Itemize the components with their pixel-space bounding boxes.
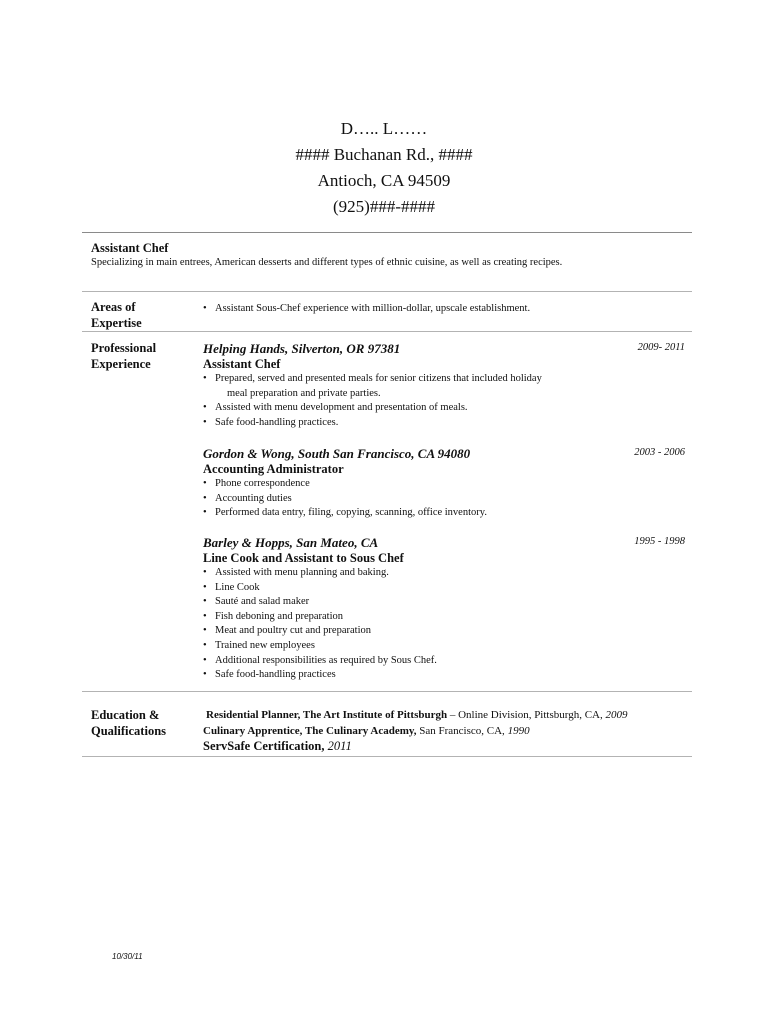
education-entry-name: ServSafe Certification, bbox=[203, 739, 325, 753]
job-dates: 2009- 2011 bbox=[637, 342, 685, 353]
job-dates: 1995 - 1998 bbox=[634, 536, 685, 547]
education-entry-year: 2011 bbox=[327, 739, 352, 753]
job-duties bbox=[203, 477, 687, 521]
job-title: Assistant Chef bbox=[203, 357, 281, 371]
phone-number: (925)###-#### bbox=[333, 197, 435, 216]
job-dates: 2003 - 2006 bbox=[634, 447, 685, 458]
education-entry-detail: – Online Division, Pittsburgh, CA, bbox=[447, 709, 606, 721]
job-duties bbox=[203, 566, 687, 683]
education-entry bbox=[203, 724, 693, 740]
job-duty: • Assisted with menu planning and baking. bbox=[203, 566, 687, 581]
job-duty bbox=[203, 372, 687, 401]
divider-experience bbox=[82, 691, 692, 692]
objective-section bbox=[91, 241, 691, 270]
education-entry-detail: San Francisco, CA, bbox=[416, 724, 508, 737]
job-duty: • Meat and poultry cut and preparation bbox=[203, 624, 687, 639]
education-label-line-1: Education & bbox=[91, 708, 160, 722]
experience-label-line-1: Professional bbox=[91, 341, 157, 355]
job-entry-3 bbox=[203, 535, 687, 683]
expertise-label-line-2: Expertise bbox=[91, 316, 142, 330]
job-entry-2 bbox=[203, 446, 687, 521]
objective-title: Assistant Chef bbox=[91, 241, 169, 255]
job-company: Helping Hands, Silverton, OR 97381 bbox=[203, 341, 401, 356]
job-company: Barley & Hopps, San Mateo, CA bbox=[203, 535, 379, 550]
expertise-item: • Assistant Sous-Chef experience with million-dollar, upscale establishment. bbox=[203, 302, 683, 317]
job-duty-continuation: meal preparation and private parties. bbox=[227, 387, 381, 399]
experience-label-line-2: Experience bbox=[91, 357, 151, 371]
job-duty: • Phone correspondence bbox=[203, 477, 687, 492]
resume-header bbox=[0, 116, 768, 220]
objective-description: Specializing in main entrees, American desserts and different types of ethnic cuisine, as well as creating recipes. bbox=[91, 257, 563, 268]
job-duty: • Performed data entry, filing, copying, scanning, office inventory. bbox=[203, 506, 687, 521]
divider-expertise bbox=[82, 331, 692, 332]
expertise-list bbox=[203, 302, 683, 317]
job-title: Accounting Administrator bbox=[203, 462, 344, 476]
job-duty: • Trained new employees bbox=[203, 639, 687, 654]
divider-top bbox=[82, 232, 692, 233]
job-duty: • Safe food-handling practices. bbox=[203, 416, 687, 431]
expertise-label bbox=[91, 299, 191, 331]
education-entry-name: Residential Planner, The Art Institute of Pittsburgh bbox=[206, 709, 448, 721]
divider-objective bbox=[82, 291, 692, 292]
address-line-1: #### Buchanan Rd., #### bbox=[295, 145, 473, 164]
job-company: Gordon & Wong, South San Francisco, CA 94080 bbox=[203, 446, 471, 461]
job-entry-1 bbox=[203, 341, 687, 430]
job-duty: • Additional responsibilities as required by Sous Chef. bbox=[203, 654, 687, 669]
experience-label bbox=[91, 340, 191, 372]
job-duties bbox=[203, 372, 687, 430]
education-label bbox=[91, 707, 191, 739]
job-duty: • Line Cook bbox=[203, 581, 687, 596]
job-duty: • Accounting duties bbox=[203, 492, 687, 507]
job-title: Line Cook and Assistant to Sous Chef bbox=[203, 551, 404, 565]
education-entry bbox=[203, 739, 693, 755]
job-duty-text: Prepared, served and presented meals for senior citizens that included holiday bbox=[215, 373, 542, 384]
job-duty: • Assisted with menu development and presentation of meals. bbox=[203, 401, 687, 416]
education-entry bbox=[203, 708, 693, 724]
education-entry-year: 1990 bbox=[507, 724, 530, 737]
footer-date: 10/30/11 bbox=[112, 952, 143, 961]
divider-bottom bbox=[82, 756, 692, 757]
candidate-name: D….. L…… bbox=[340, 119, 428, 138]
education-list bbox=[203, 708, 693, 755]
education-entry-year: 2009 bbox=[605, 709, 628, 721]
education-label-line-2: Qualifications bbox=[91, 724, 167, 738]
education-entry-name: Culinary Apprentice, The Culinary Academy, bbox=[203, 724, 417, 737]
job-duty: • Safe food-handling practices bbox=[203, 668, 687, 683]
job-duty: • Fish deboning and preparation bbox=[203, 610, 687, 625]
expertise-label-line-1: Areas of bbox=[91, 300, 136, 314]
address-line-2: Antioch, CA 94509 bbox=[317, 171, 451, 190]
job-duty: • Sauté and salad maker bbox=[203, 595, 687, 610]
